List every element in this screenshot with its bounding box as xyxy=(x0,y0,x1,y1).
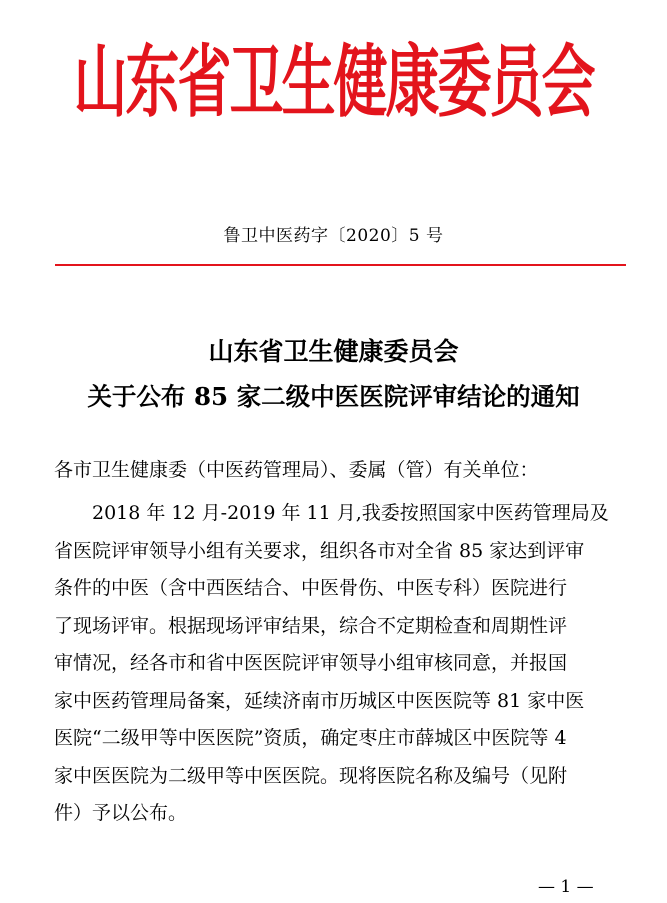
page-number: — 1 — xyxy=(538,877,594,897)
body-line: 省医院评审领导小组有关要求，组织各市对全省 85 家达到评审 xyxy=(54,539,585,562)
body-line: 了现场评审。根据现场评审结果，综合不定期检查和周期性评 xyxy=(54,614,568,637)
body-line: 2018 年 12 月-2019 年 11 月,我委按照国家中医药管理局及 xyxy=(92,502,609,524)
body-line: 家中医医院为二级甲等中医医院。现将医院名称及编号（见附 xyxy=(54,764,568,787)
issuing-authority-header: 山东省卫生健康委员会 xyxy=(73,35,594,129)
body-paragraph xyxy=(54,501,644,839)
body-line: 家中医药管理局备案，延续济南市历城区中医医院等 81 家中医 xyxy=(54,689,585,712)
notice-title-line2: 关于公布 85 家二级中医医院评审结论的通知 xyxy=(87,382,580,411)
body-line: 件）予以公布。 xyxy=(54,802,188,824)
red-divider-line xyxy=(55,264,626,266)
document-number: 鲁卫中医药字〔2020〕5 号 xyxy=(223,226,444,246)
salutation: 各市卫生健康委（中医药管理局）、委属（管）有关单位： xyxy=(54,459,539,481)
notice-title-line1: 山东省卫生健康委员会 xyxy=(208,337,459,366)
body-line: 医院“二级甲等中医医院”资质，确定枣庄市薛城区中医院等 4 xyxy=(54,727,567,749)
body-line: 条件的中医（含中西医结合、中医骨伤、中医专科）医院进行 xyxy=(54,577,568,599)
body-line: 审情况，经各市和省中医医院评审领导小组审核同意，并报国 xyxy=(54,652,568,674)
